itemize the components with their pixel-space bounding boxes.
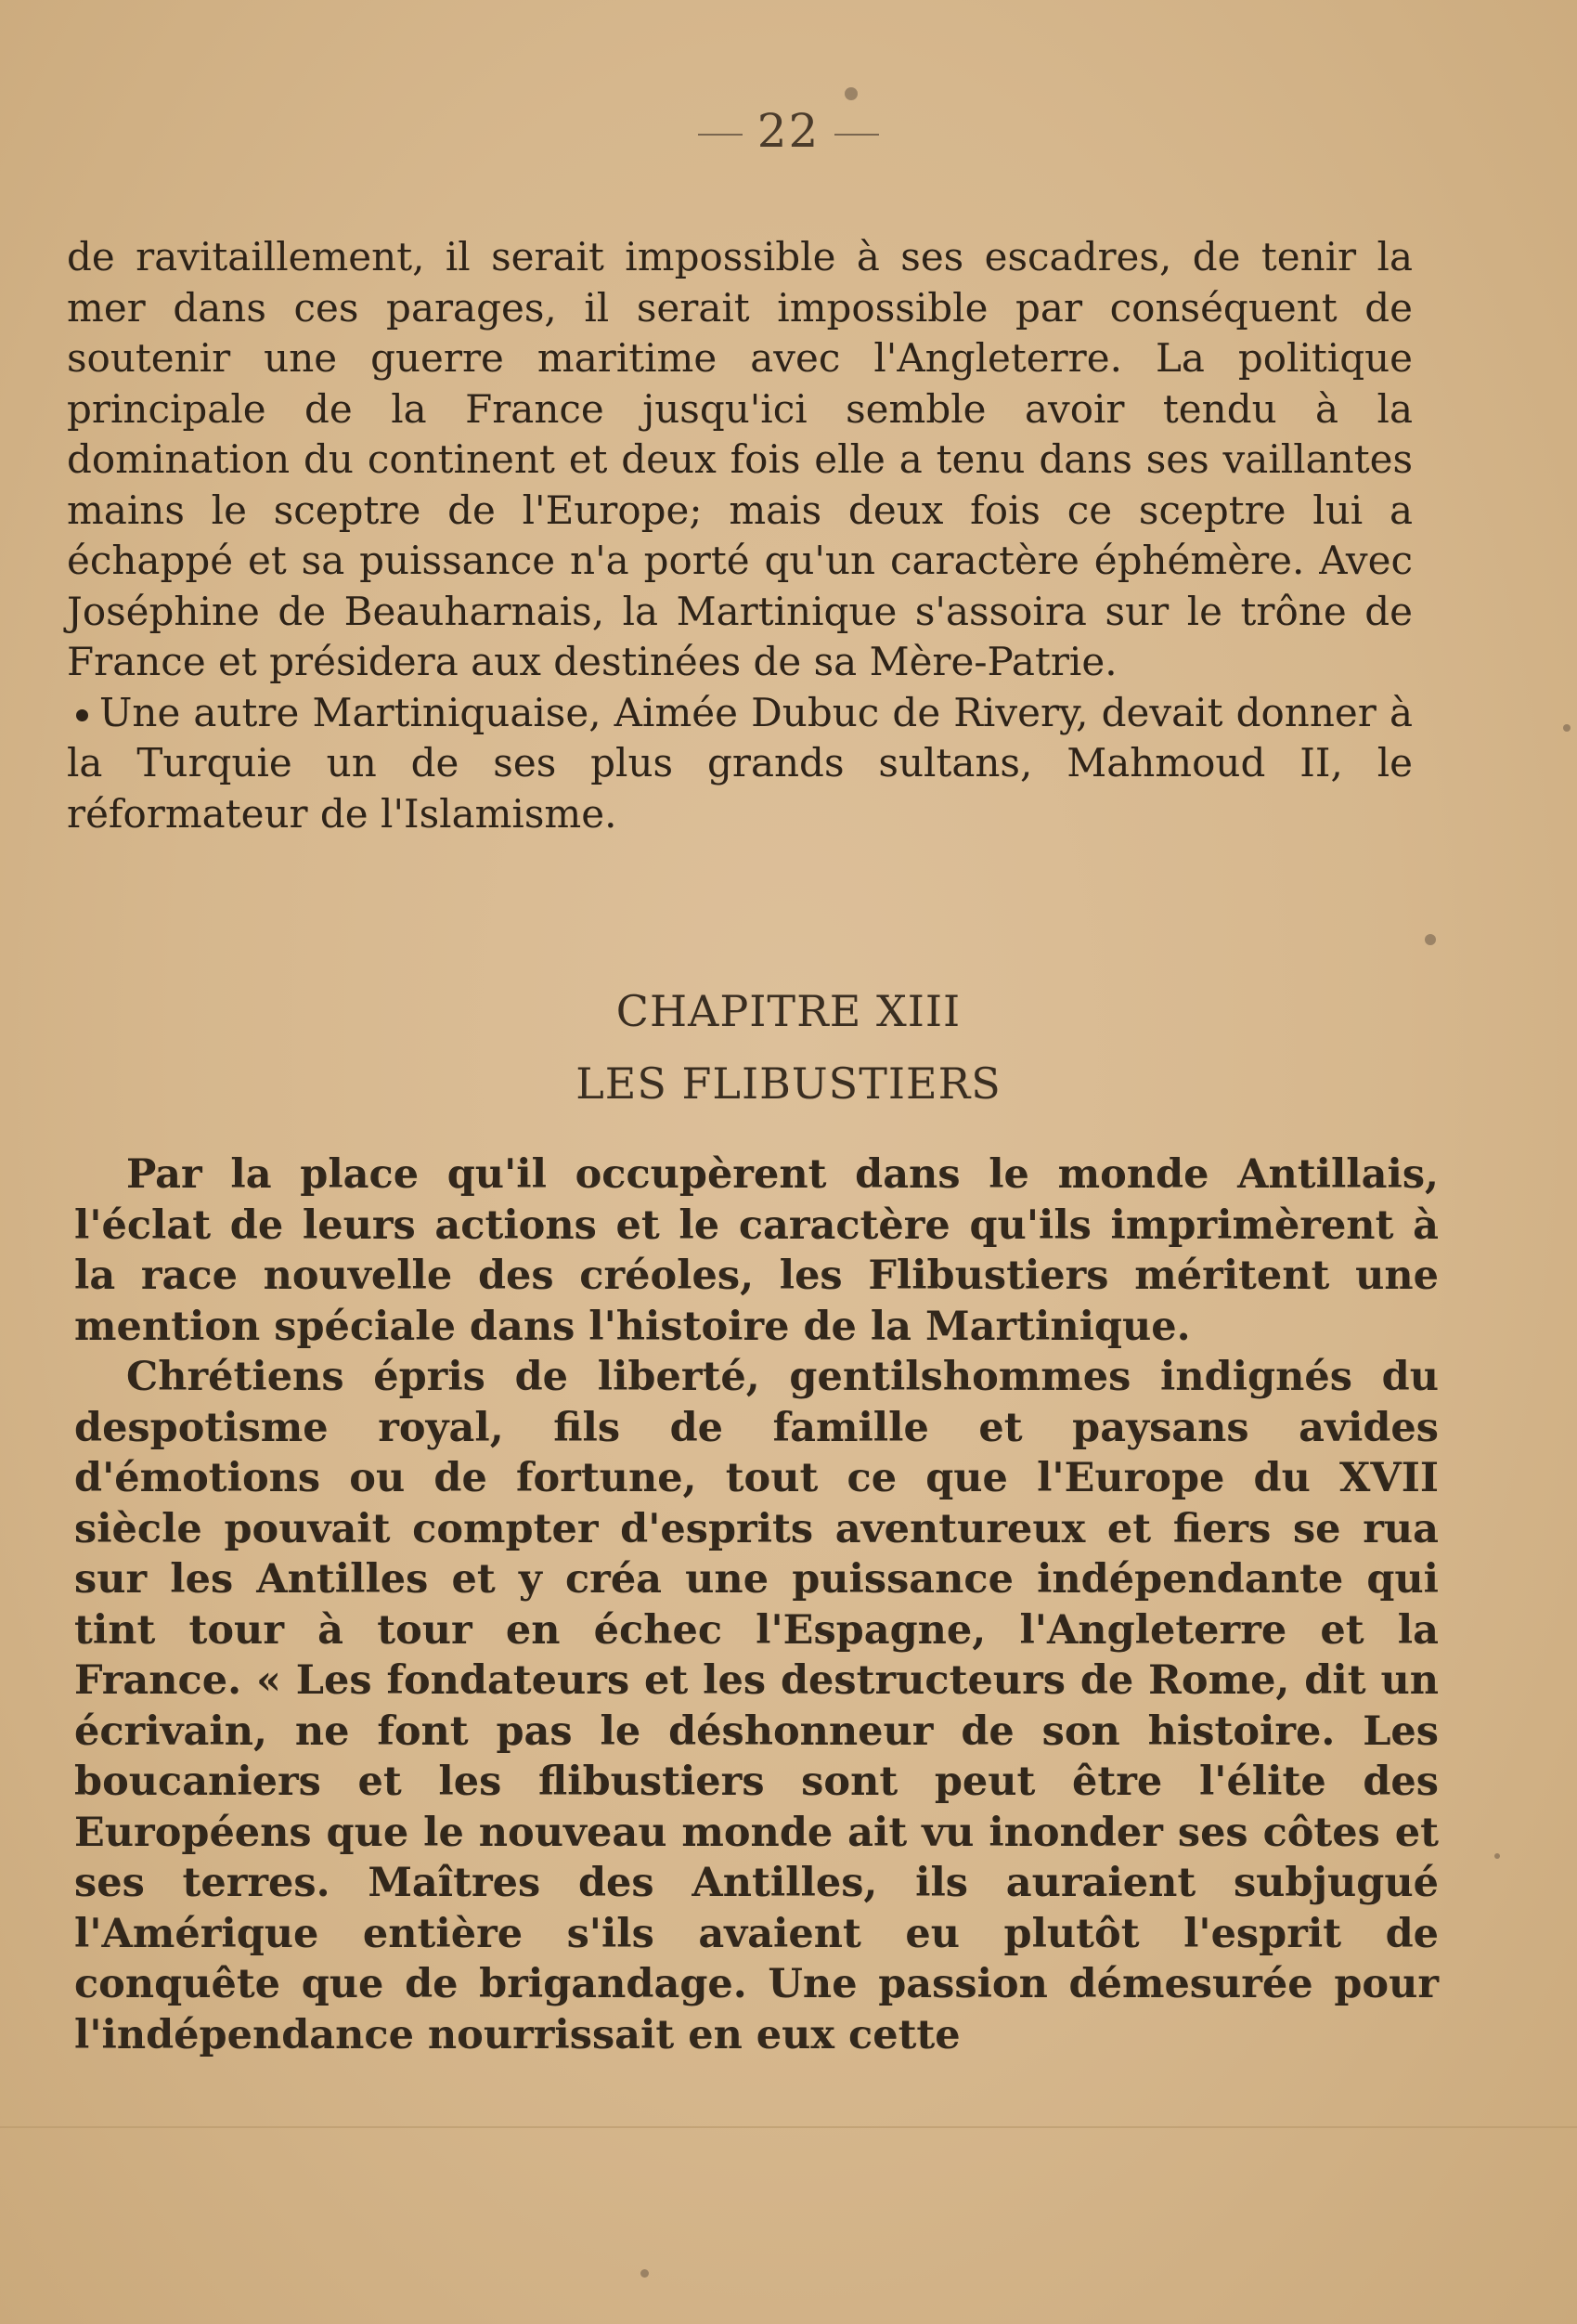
page-number: 22 xyxy=(0,104,1577,158)
chapter-title: LES FLIBUSTIERS xyxy=(575,1058,1002,1109)
paragraph: Chrétiens épris de liberté, gentilshommes indignés du despotisme royal, fils de famille et paysans avides d'émotions ou de fortune, tout ce que l'Europe du XVII siècle pouvait compter d'esprits aventureux et fiers se rua sur les Antilles et y créa une puissance indépendante qui tint tour à tour en échec l'Espagne, l'Angleterre et la France. « Les fondateurs et les destructeurs de Rome, dit un écrivain, ne font pas le déshonneur de son histoire. Les boucaniers et les flibustiers sont peut être l'élite des Européens que le nouveau monde ait vu inonder ses côtes et ses terres. Maîtres des Antilles, ils auraient subjugué l'Amérique entière s'ils avaient eu plutôt l'esprit de conquête que de brigandage. Une passion démesurée pour l'indépendance nourrissait en eux cette xyxy=(74,1354,1439,2058)
paragraph: de ravitaillement, il serait impossible à ses escadres, de tenir la mer dans ces parages, il serait impossible par conséquent de soutenir une guerre maritime avec l'Angleterre. La politique principale de la France jusqu'ici semble avoir tendu à la domination du continent et deux fois elle a tenu dans ses vaillantes mains le sceptre de l'Europe; mais deux fois ce sceptre lui a échappé et sa puissance n'a porté qu'un caractère éphémère. Avec Joséphine de Beauharnais, la Martinique s'assoira sur le trône de France et présidera aux destinées de sa Mère-Patrie. xyxy=(67,234,1413,684)
ink-speck xyxy=(1494,1853,1500,1859)
ink-speck xyxy=(640,2269,649,2278)
paragraph: Par la place qu'il occupèrent dans le monde Antillais, l'éclat de leurs actions et le caractère qu'ils imprimèrent à la race nouvelle des créoles, les Flibustiers méritent une mention spéciale dans l'histoire de la Martinique. xyxy=(74,1151,1439,1350)
ink-speck xyxy=(1563,724,1571,732)
ink-speck xyxy=(845,87,858,100)
ink-speck xyxy=(1425,934,1436,945)
paper-crease xyxy=(0,2126,1577,2128)
text-section-1 xyxy=(67,232,1413,839)
paragraph-bulleted xyxy=(67,688,1413,840)
text-section-2 xyxy=(74,1149,1439,2060)
chapter-number: CHAPITRE XIII xyxy=(615,986,962,1036)
paragraph-text: Une autre Martiniquaise, Aimée Dubuc de Rivery, devait donner à la Turquie un de ses plus grands sultans, Mahmoud II, le réformateur de l'Islamisme. xyxy=(67,689,1413,837)
bullet-icon xyxy=(76,709,88,721)
